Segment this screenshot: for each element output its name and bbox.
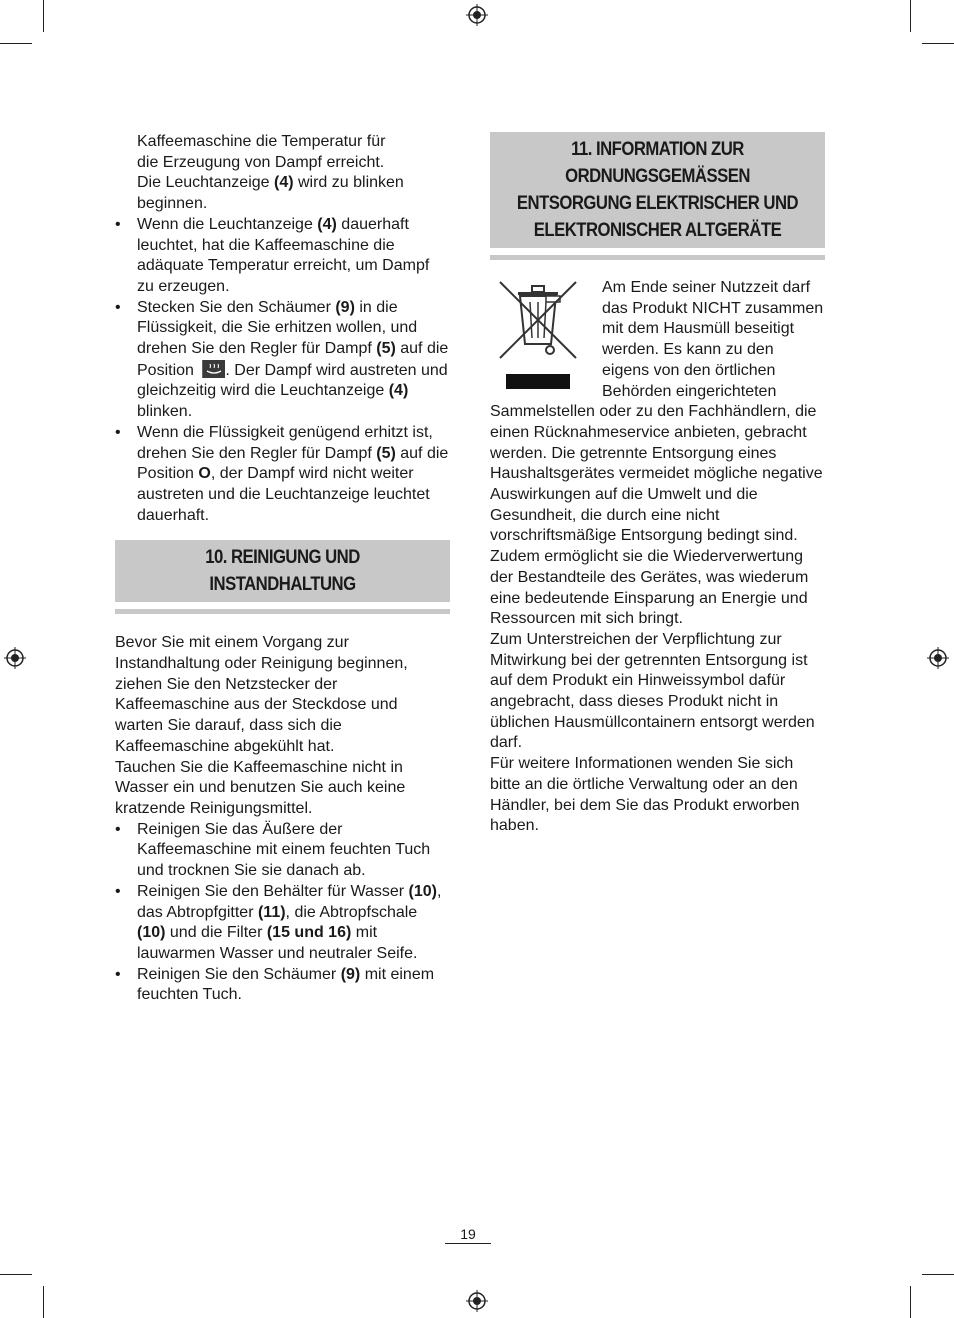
list-item: • Wenn die Flüssigkeit genügend erhitzt ist, drehen Sie den Regler für Dampf (5) auf die Position O, der Dampf wird nicht weiter austreten und die Leuchtanzeige leuchtet dauerhaft. xyxy=(115,423,450,527)
steam-steps-list xyxy=(115,215,450,527)
registration-mark-icon xyxy=(466,1290,488,1312)
crop-mark xyxy=(922,1274,954,1275)
steam-position-icon xyxy=(202,360,225,378)
section-10-header: 10. REINIGUNG UND INSTANDHALTUNG xyxy=(115,540,450,602)
list-item: • Reinigen Sie das Äußere der Kaffeemaschine mit einem feuchten Tuch und trocknen Sie sie danach ab. xyxy=(115,820,450,882)
right-column xyxy=(490,132,825,837)
left-column xyxy=(115,132,450,1006)
crop-mark xyxy=(43,0,44,32)
section-10-paragraph: Tauchen Sie die Kaffeemaschine nicht in Wasser ein und benutzen Sie auch keine kratzende Reinigungsmittel. xyxy=(115,758,406,817)
list-item: • Stecken Sie den Schäumer (9) in die Flüssigkeit, die Sie erhitzen wollen, und drehen Sie den Regler für Dampf (5) auf die Position . Der Dampf wird austreten und gleichzeitig wird die Leuchtanzeige (4) blinken. xyxy=(115,298,450,423)
disposal-paragraph: Für weitere Informationen wenden Sie sich bitte an die örtliche Verwaltung oder an den Händler, bei dem Sie das Produkt erworben haben. xyxy=(490,755,800,835)
registration-mark-icon xyxy=(4,647,26,669)
registration-mark-icon xyxy=(927,647,949,669)
list-item: • Reinigen Sie den Behälter für Wasser (10), das Abtropfgitter (11), die Abtropfschale (10) und die Filter (15 und 16) mit lauwarmen Wasser und neutraler Seife. xyxy=(115,882,450,965)
crossed-out-bin-icon xyxy=(490,274,586,392)
crop-mark xyxy=(0,43,32,44)
intro-text: Kaffeemaschine die Temperatur für die Erzeugung von Dampf erreicht. Die Leuchtanzeige (4) wird zu blinken beginnen. xyxy=(137,133,404,213)
crop-mark xyxy=(910,0,911,32)
list-item: • Reinigen Sie den Schäumer (9) mit einem feuchten Tuch. xyxy=(115,965,450,1006)
section-11-header: 11. INFORMATION ZUR ORDNUNGSGEMÄSSEN ENTSORGUNG ELEKTRISCHER UND ELEKTRONISCHER ALTGERÄTE xyxy=(490,132,825,248)
crop-mark xyxy=(43,1286,44,1318)
disposal-paragraph: Zum Unterstreichen der Verpflichtung zur Mitwirkung bei der getrennten Entsorgung ist auf dem Produkt ein Hinweissymbol dafür angebracht, dass dieses Produkt nicht in üblichen Hausmüllcontainern entsorgt werden darf. xyxy=(490,630,815,752)
crop-mark xyxy=(922,43,954,44)
section-10-paragraph: Bevor Sie mit einem Vorgang zur Instandhaltung oder Reinigung beginnen, ziehen Sie den Netzstecker der Kaffeemaschine aus der Steckdose und warten Sie darauf, dass sich die Kaffeemaschine abgekühlt hat. xyxy=(115,634,408,755)
crop-mark xyxy=(910,1286,911,1318)
page-number: 19 xyxy=(445,1226,491,1244)
disposal-paragraph: Am Ende seiner Nutzzeit darf das Produkt NICHT zusammen mit dem Hausmüll beseitigt werden. Es kann zu den eigens von den örtlichen Behörden eingerichteten Sammelstellen oder zu den Fachhändlern, die einen Rücknahmeservice anbieten, gebracht werden. Die getrennte Entsorgung eines Haushaltsgerätes vermeidet mögliche negative Auswirkungen auf die Umwelt und die Gesundheit, die durch eine nicht vorschriftsmäßige Entsorgung bedingt sind. Zudem ermöglicht sie die Wiederverwertung der Bestandteile des Gerätes, was wiederum eine bedeutende Einsparung an Energie und Ressourcen mit sich bringt. xyxy=(490,279,824,628)
list-item: • Wenn die Leuchtanzeige (4) dauerhaft leuchtet, hat die Kaffeemaschine die adäquate Temperatur erreicht, um Dampf zu erzeugen. xyxy=(115,215,450,298)
crop-mark xyxy=(0,1274,32,1275)
cleaning-steps-list xyxy=(115,820,450,1006)
registration-mark-icon xyxy=(466,4,488,26)
